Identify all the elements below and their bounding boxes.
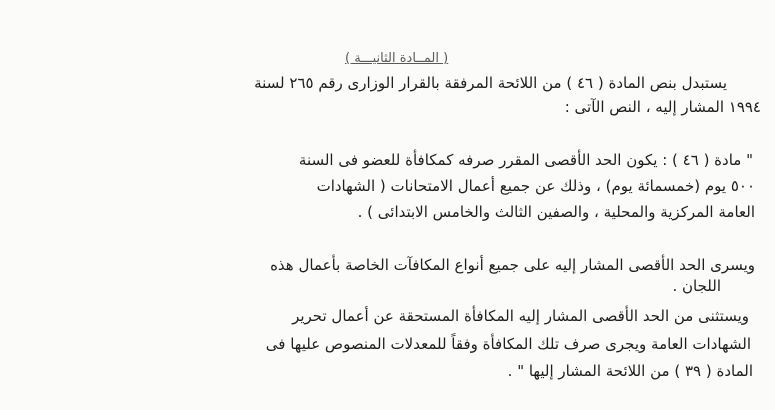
paragraph-line: " مادة ( ٤٦ ) : يكون الحد الأقصى المقرر صرفه كمكافأة للعضو فى السنة	[298, 151, 753, 169]
paragraph-line: الشهادات العامة ويجرى صرف تلك المكافأة وفقاً للمعدلات المنصوص عليها فى	[265, 335, 751, 353]
paragraph-line: ٥٠٠ يوم (خمسمائة يوم) ، وذلك عن جميع أعمال الامتحانات ( الشهادات	[316, 177, 755, 195]
paragraph-line: اللجان .	[672, 277, 721, 295]
paragraph-line: ويستثنى من الحد الأقصى المشار إليه المكافأة المستحقة عن أعمال تحرير	[292, 307, 749, 325]
article-heading: ( المــادة الثانيـــة )	[345, 51, 449, 66]
paragraph-line: يستبدل بنص المادة ( ٤٦ ) من اللائحة المرفقة بالقرار الوزارى رقم ٢٦٥ لسنة	[254, 74, 727, 92]
paragraph-line: ١٩٩٤ المشار إليه ، النص الآتى :	[564, 98, 761, 116]
paragraph-line: العامة المركزية والمحلية ، والصفين الثالث والخامس الابتدائى ) .	[357, 203, 755, 221]
paragraph-line: المادة ( ٣٩ ) من اللائحة المشار إليها " .	[507, 362, 753, 380]
paragraph-line: ويسرى الحد الأقصى المشار إليه على جميع أنواع المكافآت الخاصة بأعمال هذه	[270, 256, 755, 274]
